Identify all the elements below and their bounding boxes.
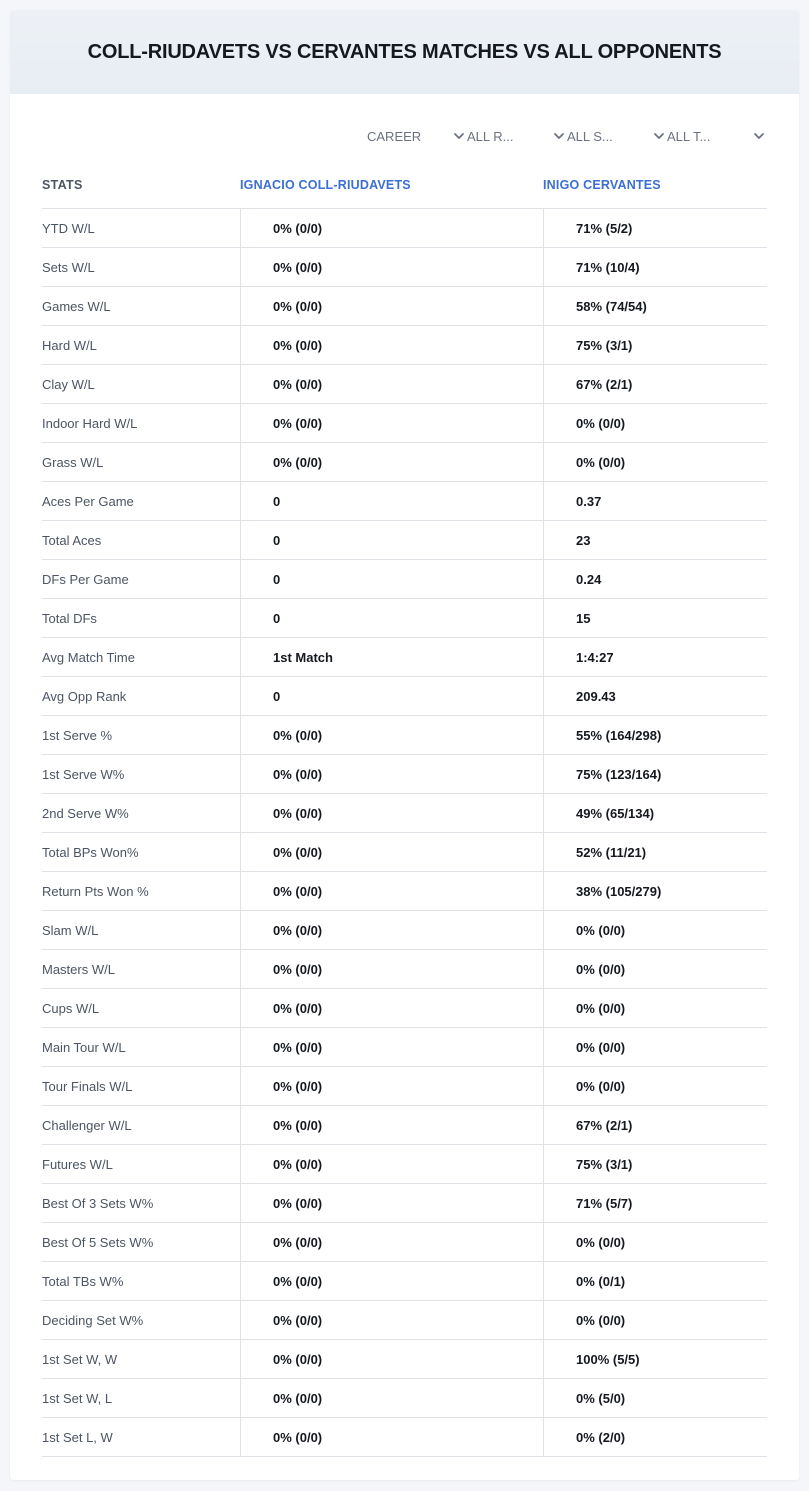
- player2-stat-value: 52% (11/21): [543, 833, 767, 871]
- stats-card: [10, 10, 799, 1480]
- chevron-down-icon: [653, 130, 665, 142]
- player1-stat-value: 0% (0/0): [240, 950, 543, 988]
- stat-label: Grass W/L: [42, 454, 104, 470]
- player1-stat-value: 0: [240, 677, 543, 715]
- table-row: [42, 404, 767, 443]
- player2-stat-value: 75% (3/1): [543, 326, 767, 364]
- table-row: [42, 1418, 767, 1457]
- stat-label: Avg Opp Rank: [42, 688, 127, 704]
- surfaces-filter-label: ALL S...: [567, 128, 613, 144]
- table-row: [42, 1145, 767, 1184]
- stat-label: Hard W/L: [42, 337, 97, 353]
- table-row: [42, 833, 767, 872]
- stat-label: Sets W/L: [42, 259, 95, 275]
- player2-stat-value: 0.37: [543, 482, 767, 520]
- table-row: [42, 950, 767, 989]
- player1-stat-value: 0% (0/0): [240, 1145, 543, 1183]
- player2-stat-value: 67% (2/1): [543, 1106, 767, 1144]
- stat-label: 2nd Serve W%: [42, 805, 129, 821]
- player1-stat-value: 0% (0/0): [240, 755, 543, 793]
- player1-stat-value: 0: [240, 560, 543, 598]
- stat-label: Indoor Hard W/L: [42, 415, 138, 431]
- stat-label: Best Of 3 Sets W%: [42, 1195, 154, 1211]
- table-row: [42, 248, 767, 287]
- stat-label: Total TBs W%: [42, 1273, 124, 1289]
- stat-label: 1st Set W, L: [42, 1390, 113, 1406]
- player1-stat-value: 0% (0/0): [240, 1067, 543, 1105]
- table-body: [42, 209, 767, 1457]
- player2-stat-value: 0% (0/0): [543, 1223, 767, 1261]
- rounds-filter[interactable]: [467, 124, 567, 148]
- player2-stat-value: 0% (0/0): [543, 989, 767, 1027]
- player1-stat-value: 0% (0/0): [240, 989, 543, 1027]
- player2-stat-value: 209.43: [543, 677, 767, 715]
- player2-stat-value: 75% (123/164): [543, 755, 767, 793]
- player2-stat-value: 0% (0/0): [543, 1301, 767, 1339]
- table-row: [42, 482, 767, 521]
- table-row: [42, 560, 767, 599]
- page-title: COLL-RIUDAVETS VS CERVANTES MATCHES VS ALL OPPONENTS: [87, 40, 722, 63]
- table-row: [42, 209, 767, 248]
- player2-stat-value: 0% (2/0): [543, 1418, 767, 1456]
- player1-link[interactable]: IGNACIO COLL-RIUDAVETS: [240, 178, 411, 192]
- player2-stat-value: 58% (74/54): [543, 287, 767, 325]
- stat-label: Tour Finals W/L: [42, 1078, 133, 1094]
- table-row: [42, 1301, 767, 1340]
- stat-label: Best Of 5 Sets W%: [42, 1234, 154, 1250]
- player1-stat-value: 0% (0/0): [240, 872, 543, 910]
- player1-stat-value: 0% (0/0): [240, 911, 543, 949]
- player1-stat-value: 0% (0/0): [240, 1301, 543, 1339]
- table-row: [42, 1028, 767, 1067]
- table-row: [42, 443, 767, 482]
- table-row: [42, 677, 767, 716]
- player1-stat-value: 0% (0/0): [240, 1379, 543, 1417]
- table-row: [42, 1379, 767, 1418]
- player2-stat-value: 15: [543, 599, 767, 637]
- chevron-down-icon: [453, 130, 465, 142]
- player2-stat-value: 100% (5/5): [543, 1340, 767, 1378]
- player1-stat-value: 0% (0/0): [240, 404, 543, 442]
- stat-label: Aces Per Game: [42, 493, 134, 509]
- stat-label: Cups W/L: [42, 1000, 100, 1016]
- player2-stat-value: 0% (0/1): [543, 1262, 767, 1300]
- player2-stat-value: 1:4:27: [543, 638, 767, 676]
- tournaments-filter-label: ALL T...: [667, 128, 711, 144]
- player1-stat-value: 0% (0/0): [240, 326, 543, 364]
- player2-stat-value: 0% (0/0): [543, 1067, 767, 1105]
- stat-label: Futures W/L: [42, 1156, 113, 1172]
- player2-stat-value: 0% (5/0): [543, 1379, 767, 1417]
- player2-stat-value: 49% (65/134): [543, 794, 767, 832]
- table-row: [42, 1106, 767, 1145]
- player2-link[interactable]: INIGO CERVANTES: [543, 178, 661, 192]
- stat-label: Masters W/L: [42, 961, 115, 977]
- tournaments-filter[interactable]: [667, 124, 767, 148]
- player2-stat-value: 0% (0/0): [543, 404, 767, 442]
- stat-label: Challenger W/L: [42, 1117, 132, 1133]
- stat-label: Deciding Set W%: [42, 1312, 144, 1328]
- table-header: [42, 162, 767, 209]
- stat-label: Games W/L: [42, 298, 111, 314]
- table-row: [42, 638, 767, 677]
- chevron-down-icon: [553, 130, 565, 142]
- player1-stat-value: 0: [240, 482, 543, 520]
- player2-stat-value: 0% (0/0): [543, 443, 767, 481]
- player1-stat-value: 0% (0/0): [240, 1418, 543, 1456]
- chevron-down-icon: [753, 130, 765, 142]
- stat-label: Avg Match Time: [42, 649, 135, 665]
- stat-label: DFs Per Game: [42, 571, 129, 587]
- player2-stat-value: 71% (5/2): [543, 209, 767, 247]
- stat-label: Slam W/L: [42, 922, 99, 938]
- stat-label: 1st Set W, W: [42, 1351, 118, 1367]
- player1-stat-value: 0% (0/0): [240, 716, 543, 754]
- table-row: [42, 365, 767, 404]
- player1-stat-value: 0: [240, 521, 543, 559]
- player1-stat-value: 0% (0/0): [240, 794, 543, 832]
- player1-stat-value: 0% (0/0): [240, 1340, 543, 1378]
- stat-label: Total Aces: [42, 532, 102, 548]
- table-row: [42, 755, 767, 794]
- player2-stat-value: 23: [543, 521, 767, 559]
- card-header: [10, 10, 799, 94]
- table-row: [42, 287, 767, 326]
- table-row: [42, 1067, 767, 1106]
- player1-stat-value: 0% (0/0): [240, 209, 543, 247]
- table-row: [42, 794, 767, 833]
- player1-stat-value: 0% (0/0): [240, 1028, 543, 1066]
- table-row: [42, 1340, 767, 1379]
- player2-stat-value: 71% (5/7): [543, 1184, 767, 1222]
- table-row: [42, 872, 767, 911]
- filter-bar: [367, 124, 767, 148]
- table-row: [42, 1262, 767, 1301]
- player2-stat-value: 0% (0/0): [543, 950, 767, 988]
- stats-column-header: STATS: [42, 178, 83, 192]
- player1-stat-value: 0% (0/0): [240, 1262, 543, 1300]
- surfaces-filter[interactable]: [567, 124, 667, 148]
- table-row: [42, 326, 767, 365]
- player1-stat-value: 0: [240, 599, 543, 637]
- player2-stat-value: 75% (3/1): [543, 1145, 767, 1183]
- player1-stat-value: 0% (0/0): [240, 287, 543, 325]
- table-row: [42, 911, 767, 950]
- stat-label: Total DFs: [42, 610, 97, 626]
- player1-stat-value: 0% (0/0): [240, 1106, 543, 1144]
- table-row: [42, 521, 767, 560]
- table-row: [42, 1223, 767, 1262]
- stat-label: Clay W/L: [42, 376, 95, 392]
- player2-stat-value: 71% (10/4): [543, 248, 767, 286]
- stat-label: Total BPs Won%: [42, 844, 139, 860]
- player1-stat-value: 1st Match: [240, 638, 543, 676]
- period-filter[interactable]: [367, 124, 467, 148]
- player2-stat-value: 67% (2/1): [543, 365, 767, 403]
- player1-stat-value: 0% (0/0): [240, 365, 543, 403]
- player1-stat-value: 0% (0/0): [240, 443, 543, 481]
- stat-label: 1st Serve %: [42, 727, 113, 743]
- player2-stat-value: 0% (0/0): [543, 1028, 767, 1066]
- player2-stat-value: 38% (105/279): [543, 872, 767, 910]
- player1-stat-value: 0% (0/0): [240, 1184, 543, 1222]
- stat-label: 1st Set L, W: [42, 1429, 113, 1445]
- stat-label: Main Tour W/L: [42, 1039, 126, 1055]
- player1-stat-value: 0% (0/0): [240, 833, 543, 871]
- player1-stat-value: 0% (0/0): [240, 1223, 543, 1261]
- player2-stat-value: 55% (164/298): [543, 716, 767, 754]
- player1-stat-value: 0% (0/0): [240, 248, 543, 286]
- player2-stat-value: 0.24: [543, 560, 767, 598]
- stat-label: Return Pts Won %: [42, 883, 149, 899]
- period-filter-label: CAREER: [367, 128, 422, 144]
- stat-label: 1st Serve W%: [42, 766, 125, 782]
- player2-stat-value: 0% (0/0): [543, 911, 767, 949]
- table-row: [42, 1184, 767, 1223]
- table-row: [42, 599, 767, 638]
- table-row: [42, 989, 767, 1028]
- rounds-filter-label: ALL R...: [467, 128, 514, 144]
- stat-label: YTD W/L: [42, 220, 95, 236]
- table-row: [42, 716, 767, 755]
- stats-table: [42, 162, 767, 1457]
